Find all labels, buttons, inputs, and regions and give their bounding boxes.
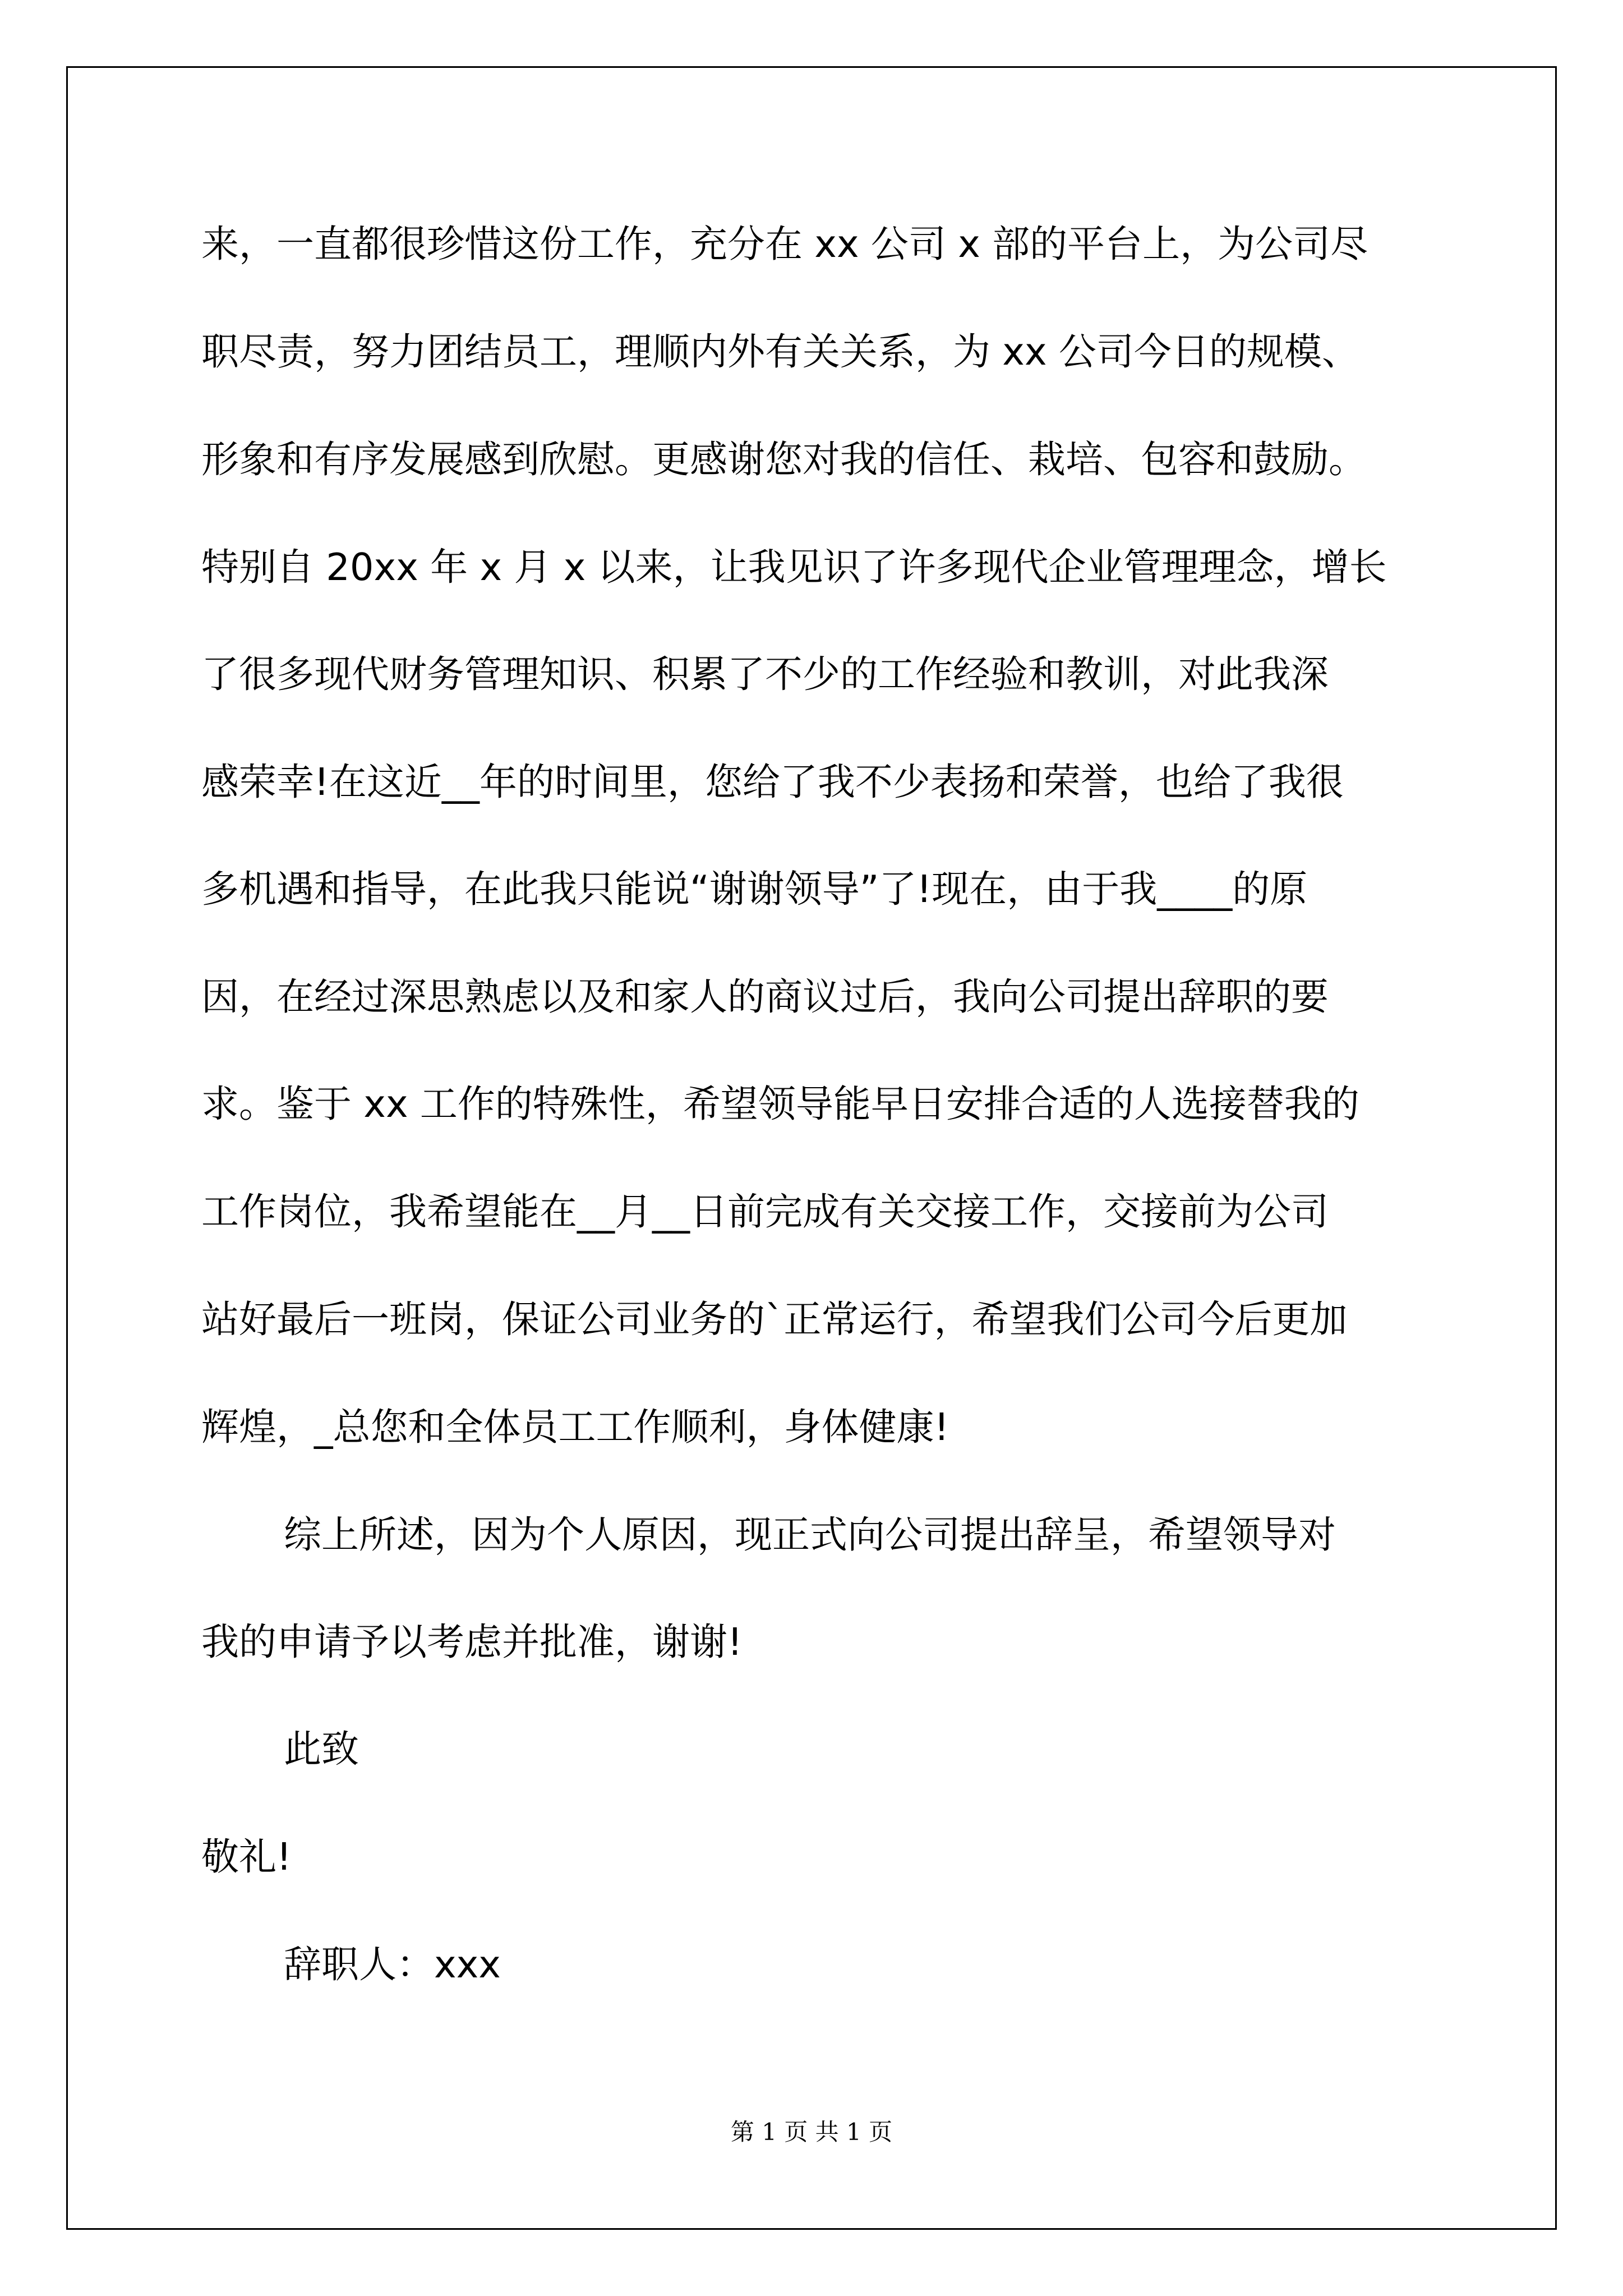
body-line-4: 特别自 20xx 年 x 月 x 以来，让我见识了许多现代企业管理理念，增长 bbox=[201, 545, 1387, 589]
body-line-9: 求。鉴于 xx 工作的特殊性，希望领导能早日安排合适的人选接替我的 bbox=[201, 1082, 1359, 1126]
closing-salutation: 此致 bbox=[284, 1727, 359, 1771]
summary-line-1: 综上所述，因为个人原因，现正式向公司提出辞呈，希望领导对 bbox=[284, 1513, 1336, 1557]
closing-regards: 敬礼! bbox=[201, 1835, 292, 1879]
body-line-11: 站好最后一班岗，保证公司业务的`正常运行，希望我们公司今后更加 bbox=[201, 1297, 1348, 1341]
body-line-6: 感荣幸!在这近__年的时间里，您给了我不少表扬和荣誉，也给了我很 bbox=[201, 760, 1344, 804]
body-line-7: 多机遇和指导，在此我只能说“谢谢领导”了!现在，由于我____的原 bbox=[201, 867, 1308, 911]
signature-line: 辞职人：xxx bbox=[284, 1943, 501, 1986]
body-line-1: 来，一直都很珍惜这份工作，充分在 xx 公司 x 部的平台上，为公司尽 bbox=[201, 222, 1368, 266]
body-line-12: 辉煌，_总您和全体员工工作顺利，身体健康! bbox=[201, 1405, 949, 1449]
body-line-8: 因，在经过深思熟虑以及和家人的商议过后，我向公司提出辞职的要 bbox=[201, 975, 1329, 1019]
body-line-10: 工作岗位，我希望能在__月__日前完成有关交接工作，交接前为公司 bbox=[201, 1190, 1329, 1234]
document-page bbox=[66, 66, 1557, 2230]
page-footer: 第 1 页 共 1 页 bbox=[730, 2118, 893, 2146]
summary-line-2: 我的申请予以考虑并批准，谢谢! bbox=[201, 1620, 743, 1664]
body-line-3: 形象和有序发展感到欣慰。更感谢您对我的信任、栽培、包容和鼓励。 bbox=[201, 438, 1366, 481]
body-line-5: 了很多现代财务管理知识、积累了不少的工作经验和教训，对此我深 bbox=[201, 652, 1329, 696]
body-line-2: 职尽责，努力团结员工，理顺内外有关关系，为 xx 公司今日的规模、 bbox=[201, 330, 1359, 374]
